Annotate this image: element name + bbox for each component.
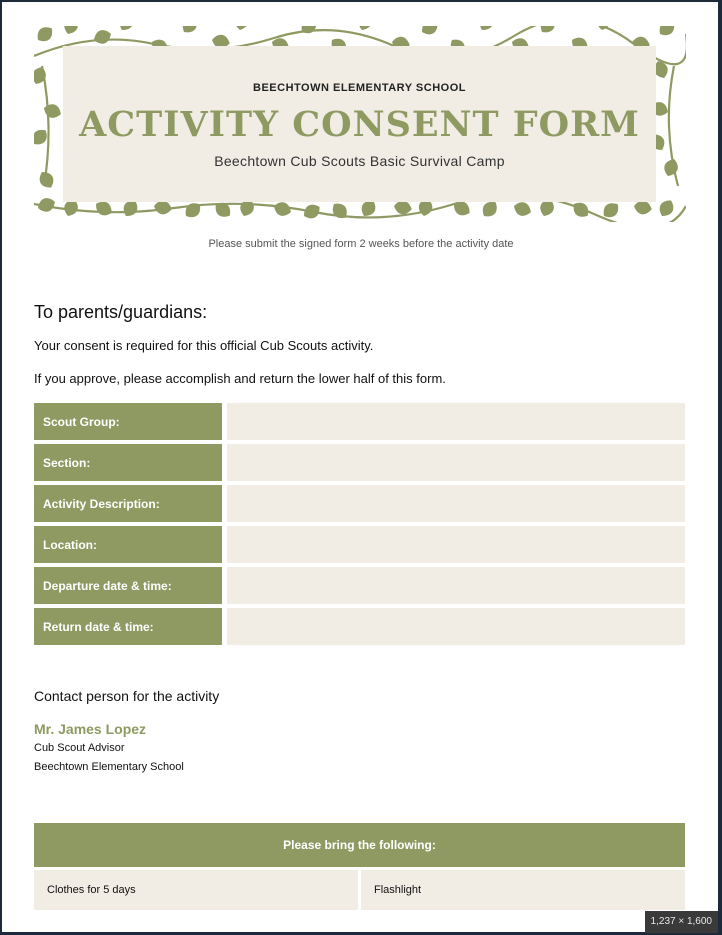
image-size-badge: 1,237 × 1,600 bbox=[645, 911, 718, 933]
form-label: Departure date & time: bbox=[34, 567, 222, 604]
form-title: ACTIVITY CONSENT FORM bbox=[79, 104, 640, 145]
form-row-departure bbox=[34, 567, 685, 604]
form-row-return bbox=[34, 608, 685, 645]
form-label: Return date & time: bbox=[34, 608, 222, 645]
activity-description-field[interactable] bbox=[227, 485, 685, 522]
departure-field[interactable] bbox=[227, 567, 685, 604]
form-label: Activity Description: bbox=[34, 485, 222, 522]
contact-school: Beechtown Elementary School bbox=[34, 761, 184, 773]
title-card bbox=[63, 46, 656, 202]
bring-list-row bbox=[34, 870, 685, 910]
bring-list-heading: Please bring the following: bbox=[34, 823, 685, 867]
contact-name: Mr. James Lopez bbox=[34, 721, 147, 737]
location-field[interactable] bbox=[227, 526, 685, 563]
frame-border-left bbox=[0, 0, 2, 935]
bring-item: Flashlight bbox=[361, 870, 685, 910]
form-label: Section: bbox=[34, 444, 222, 481]
form-row-section bbox=[34, 444, 685, 481]
intro-paragraph-1: Your consent is required for this official Cub Scouts activity. bbox=[34, 338, 374, 353]
consent-form-table bbox=[34, 403, 685, 649]
submission-note: Please submit the signed form 2 weeks before the activity date bbox=[208, 238, 514, 250]
form-label: Scout Group: bbox=[34, 403, 222, 440]
intro-paragraph-2: If you approve, please accomplish and return the lower half of this form. bbox=[34, 371, 446, 386]
contact-heading: Contact person for the activity bbox=[34, 688, 220, 704]
school-name: BEECHTOWN ELEMENTARY SCHOOL bbox=[253, 82, 466, 94]
form-row-location bbox=[34, 526, 685, 563]
section-field[interactable] bbox=[227, 444, 685, 481]
return-field[interactable] bbox=[227, 608, 685, 645]
form-subtitle: Beechtown Cub Scouts Basic Survival Camp bbox=[214, 153, 505, 169]
form-row-activity-description bbox=[34, 485, 685, 522]
form-label: Location: bbox=[34, 526, 222, 563]
form-row-scout-group bbox=[34, 403, 685, 440]
greeting-heading: To parents/guardians: bbox=[34, 302, 208, 322]
bring-item: Clothes for 5 days bbox=[34, 870, 358, 910]
contact-role: Cub Scout Advisor bbox=[34, 742, 125, 754]
frame-border-right bbox=[718, 0, 722, 935]
scout-group-field[interactable] bbox=[227, 403, 685, 440]
frame-border-top bbox=[0, 0, 722, 2]
